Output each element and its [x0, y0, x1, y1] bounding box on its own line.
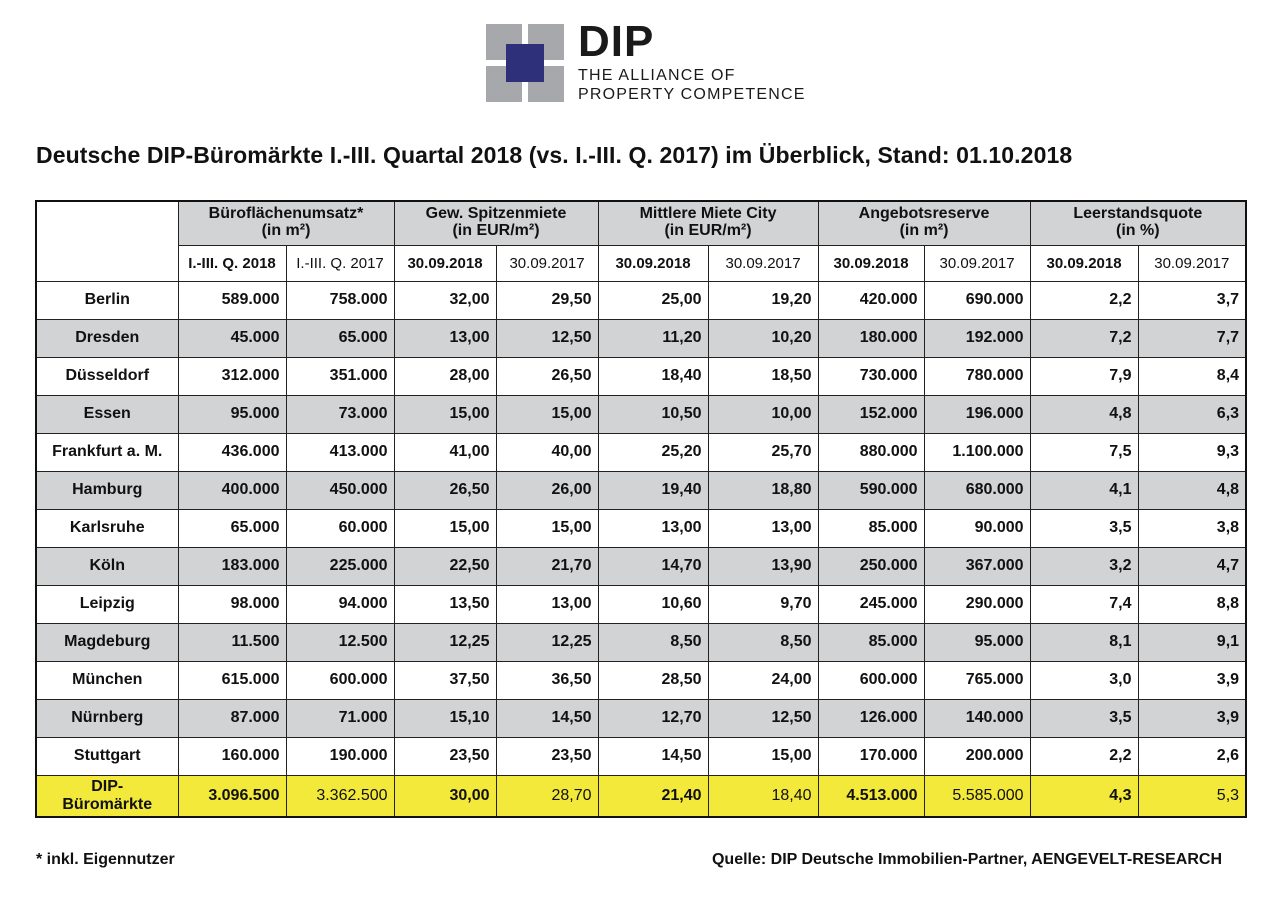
- table-cell: 13,00: [394, 319, 496, 357]
- city-name: Frankfurt a. M.: [36, 433, 178, 471]
- table-cell: 12,50: [496, 319, 598, 357]
- total-cell: 28,70: [496, 775, 598, 817]
- total-label: DIP- Büromärkte: [36, 775, 178, 817]
- table-cell: 9,3: [1138, 433, 1246, 471]
- table-cell: 765.000: [924, 661, 1030, 699]
- city-name: Essen: [36, 395, 178, 433]
- table-cell: 3,2: [1030, 547, 1138, 585]
- table-cell: 3,9: [1138, 699, 1246, 737]
- table-cell: 7,7: [1138, 319, 1246, 357]
- table-cell: 6,3: [1138, 395, 1246, 433]
- sub-header-2018: 30.09.2018: [598, 245, 708, 281]
- table-cell: 4,8: [1030, 395, 1138, 433]
- table-cell: 95.000: [178, 395, 286, 433]
- table-cell: 98.000: [178, 585, 286, 623]
- table-cell: 880.000: [818, 433, 924, 471]
- logo-tagline-line2: PROPERTY COMPETENCE: [578, 86, 806, 103]
- table-cell: 450.000: [286, 471, 394, 509]
- table-cell: 12,25: [394, 623, 496, 661]
- table-cell: 13,00: [708, 509, 818, 547]
- city-name: Berlin: [36, 281, 178, 319]
- table-cell: 10,50: [598, 395, 708, 433]
- table-cell: 2,2: [1030, 281, 1138, 319]
- table-cell: 3,8: [1138, 509, 1246, 547]
- city-name: Magdeburg: [36, 623, 178, 661]
- city-name: Düsseldorf: [36, 357, 178, 395]
- logo-name: DIP: [578, 17, 655, 66]
- table-cell: 15,00: [394, 395, 496, 433]
- table-cell: 7,4: [1030, 585, 1138, 623]
- table-cell: 600.000: [818, 661, 924, 699]
- table-cell: 615.000: [178, 661, 286, 699]
- city-name: Hamburg: [36, 471, 178, 509]
- total-cell: 5,3: [1138, 775, 1246, 817]
- sub-header-2017: 30.09.2017: [708, 245, 818, 281]
- table-row: [36, 433, 1246, 471]
- table-cell: 65.000: [178, 509, 286, 547]
- total-cell: 3.362.500: [286, 775, 394, 817]
- table-cell: 351.000: [286, 357, 394, 395]
- table-cell: 45.000: [178, 319, 286, 357]
- city-name: Stuttgart: [36, 737, 178, 775]
- table-cell: 3,5: [1030, 509, 1138, 547]
- table-cell: 2,2: [1030, 737, 1138, 775]
- table-cell: 400.000: [178, 471, 286, 509]
- table-body: [36, 281, 1246, 817]
- table-cell: 14,50: [598, 737, 708, 775]
- table-cell: 25,20: [598, 433, 708, 471]
- table-cell: 7,9: [1030, 357, 1138, 395]
- total-cell: 18,40: [708, 775, 818, 817]
- table-cell: 15,00: [708, 737, 818, 775]
- sub-header-2018: I.-III. Q. 2018: [178, 245, 286, 281]
- table-row: [36, 471, 1246, 509]
- table-cell: 600.000: [286, 661, 394, 699]
- table-cell: 8,50: [708, 623, 818, 661]
- table-cell: 87.000: [178, 699, 286, 737]
- table-cell: 680.000: [924, 471, 1030, 509]
- table-cell: 14,50: [496, 699, 598, 737]
- table-cell: 12.500: [286, 623, 394, 661]
- table-cell: 192.000: [924, 319, 1030, 357]
- table-cell: 225.000: [286, 547, 394, 585]
- table-cell: 8,8: [1138, 585, 1246, 623]
- table-cell: 367.000: [924, 547, 1030, 585]
- table-sub-header-row: [36, 245, 1246, 281]
- total-cell: 5.585.000: [924, 775, 1030, 817]
- table-cell: 690.000: [924, 281, 1030, 319]
- table-cell: 140.000: [924, 699, 1030, 737]
- table-cell: 290.000: [924, 585, 1030, 623]
- source-note: Quelle: DIP Deutsche Immobilien-Partner, AENGEVELT-RESEARCH: [711, 851, 1222, 868]
- table-cell: 26,00: [496, 471, 598, 509]
- group-header-mittlere-miete: Mittlere Miete City (in EUR/m²): [598, 201, 818, 245]
- table-cell: 7,5: [1030, 433, 1138, 471]
- city-name: München: [36, 661, 178, 699]
- table-cell: 730.000: [818, 357, 924, 395]
- table-cell: 9,70: [708, 585, 818, 623]
- table-cell: 11,20: [598, 319, 708, 357]
- table-cell: 90.000: [924, 509, 1030, 547]
- table-cell: 4,1: [1030, 471, 1138, 509]
- table-cell: 26,50: [394, 471, 496, 509]
- table-row: [36, 319, 1246, 357]
- table-cell: 18,40: [598, 357, 708, 395]
- total-cell: 21,40: [598, 775, 708, 817]
- table-cell: 21,70: [496, 547, 598, 585]
- table-cell: 200.000: [924, 737, 1030, 775]
- dip-logo: [486, 17, 826, 106]
- logo-tagline-line1: THE ALLIANCE OF: [578, 67, 736, 84]
- dip-logo-mark-icon: [486, 24, 564, 102]
- table-cell: 15,00: [496, 395, 598, 433]
- table-row: [36, 585, 1246, 623]
- table-cell: 40,00: [496, 433, 598, 471]
- table-cell: 19,20: [708, 281, 818, 319]
- total-cell: 30,00: [394, 775, 496, 817]
- sub-header-2018: 30.09.2018: [818, 245, 924, 281]
- table-cell: 13,00: [598, 509, 708, 547]
- table-cell: 11.500: [178, 623, 286, 661]
- table-cell: 28,50: [598, 661, 708, 699]
- table-cell: 12,50: [708, 699, 818, 737]
- table-cell: 15,00: [496, 509, 598, 547]
- sub-header-2018: 30.09.2018: [1030, 245, 1138, 281]
- table-cell: 36,50: [496, 661, 598, 699]
- table-cell: 590.000: [818, 471, 924, 509]
- table-row: [36, 661, 1246, 699]
- table-cell: 1.100.000: [924, 433, 1030, 471]
- table-cell: 589.000: [178, 281, 286, 319]
- table-row: [36, 737, 1246, 775]
- table-cell: 250.000: [818, 547, 924, 585]
- table-cell: 3,7: [1138, 281, 1246, 319]
- table-row: [36, 395, 1246, 433]
- table-cell: 23,50: [496, 737, 598, 775]
- table-cell: 73.000: [286, 395, 394, 433]
- table-cell: 10,60: [598, 585, 708, 623]
- page-title: Deutsche DIP-Büromärkte I.-III. Quartal 2018 (vs. I.-III. Q. 2017) im Überblick, Stand: 01.10.2018: [36, 142, 1073, 168]
- table-cell: 3,5: [1030, 699, 1138, 737]
- table-cell: 19,40: [598, 471, 708, 509]
- table-cell: 18,50: [708, 357, 818, 395]
- table-cell: 13,00: [496, 585, 598, 623]
- table-cell: 22,50: [394, 547, 496, 585]
- table-cell: 780.000: [924, 357, 1030, 395]
- total-cell: 3.096.500: [178, 775, 286, 817]
- total-cell: 4,3: [1030, 775, 1138, 817]
- office-market-table: [35, 200, 1247, 818]
- sub-header-2018: 30.09.2018: [394, 245, 496, 281]
- table-cell: 4,7: [1138, 547, 1246, 585]
- table-cell: 28,00: [394, 357, 496, 395]
- city-name: Köln: [36, 547, 178, 585]
- table-cell: 24,00: [708, 661, 818, 699]
- table-cell: 95.000: [924, 623, 1030, 661]
- table-cell: 85.000: [818, 509, 924, 547]
- table-cell: 18,80: [708, 471, 818, 509]
- table-cell: 160.000: [178, 737, 286, 775]
- table-cell: 9,1: [1138, 623, 1246, 661]
- footnote: * inkl. Eigennutzer: [36, 851, 175, 868]
- group-header-umsatz: Büroflächenumsatz* (in m²): [178, 201, 394, 245]
- table-cell: 3,9: [1138, 661, 1246, 699]
- table-cell: 10,00: [708, 395, 818, 433]
- table-cell: 12,70: [598, 699, 708, 737]
- table-cell: 190.000: [286, 737, 394, 775]
- table-cell: 8,50: [598, 623, 708, 661]
- city-name: Leipzig: [36, 585, 178, 623]
- table-corner-cell: [36, 201, 178, 281]
- table-cell: 65.000: [286, 319, 394, 357]
- table-cell: 245.000: [818, 585, 924, 623]
- table-cell: 85.000: [818, 623, 924, 661]
- total-row: [36, 775, 1246, 817]
- table-cell: 152.000: [818, 395, 924, 433]
- table-cell: 413.000: [286, 433, 394, 471]
- city-name: Karlsruhe: [36, 509, 178, 547]
- table-row: [36, 699, 1246, 737]
- table-cell: 436.000: [178, 433, 286, 471]
- sub-header-2017: 30.09.2017: [496, 245, 598, 281]
- table-cell: 170.000: [818, 737, 924, 775]
- table-cell: 41,00: [394, 433, 496, 471]
- table-cell: 126.000: [818, 699, 924, 737]
- table-row: [36, 357, 1246, 395]
- table-cell: 23,50: [394, 737, 496, 775]
- table-cell: 29,50: [496, 281, 598, 319]
- table-row: [36, 281, 1246, 319]
- table-cell: 25,70: [708, 433, 818, 471]
- table-row: [36, 623, 1246, 661]
- table-cell: 196.000: [924, 395, 1030, 433]
- table-cell: 180.000: [818, 319, 924, 357]
- table-cell: 2,6: [1138, 737, 1246, 775]
- group-header-angebotsreserve: Angebotsreserve (in m²): [818, 201, 1030, 245]
- table-cell: 32,00: [394, 281, 496, 319]
- table-cell: 10,20: [708, 319, 818, 357]
- table-row: [36, 547, 1246, 585]
- table-cell: 420.000: [818, 281, 924, 319]
- table-cell: 7,2: [1030, 319, 1138, 357]
- table-cell: 8,4: [1138, 357, 1246, 395]
- table-cell: 71.000: [286, 699, 394, 737]
- table-cell: 183.000: [178, 547, 286, 585]
- table-cell: 3,0: [1030, 661, 1138, 699]
- city-name: Nürnberg: [36, 699, 178, 737]
- group-header-leerstandsquote: Leerstandsquote (in %): [1030, 201, 1246, 245]
- table-cell: 312.000: [178, 357, 286, 395]
- table-cell: 4,8: [1138, 471, 1246, 509]
- table-cell: 8,1: [1030, 623, 1138, 661]
- sub-header-2017: I.-III. Q. 2017: [286, 245, 394, 281]
- table-cell: 758.000: [286, 281, 394, 319]
- sub-header-2017: 30.09.2017: [924, 245, 1030, 281]
- table-cell: 13,50: [394, 585, 496, 623]
- table-cell: 26,50: [496, 357, 598, 395]
- group-header-spitzenmiete: Gew. Spitzenmiete (in EUR/m²): [394, 201, 598, 245]
- table-cell: 12,25: [496, 623, 598, 661]
- city-name: Dresden: [36, 319, 178, 357]
- table-cell: 15,10: [394, 699, 496, 737]
- table-cell: 60.000: [286, 509, 394, 547]
- table-cell: 94.000: [286, 585, 394, 623]
- total-cell: 4.513.000: [818, 775, 924, 817]
- table-group-header-row: [36, 201, 1246, 245]
- table-cell: 15,00: [394, 509, 496, 547]
- table-cell: 25,00: [598, 281, 708, 319]
- table-cell: 37,50: [394, 661, 496, 699]
- table-row: [36, 509, 1246, 547]
- table-cell: 14,70: [598, 547, 708, 585]
- sub-header-2017: 30.09.2017: [1138, 245, 1246, 281]
- table-cell: 13,90: [708, 547, 818, 585]
